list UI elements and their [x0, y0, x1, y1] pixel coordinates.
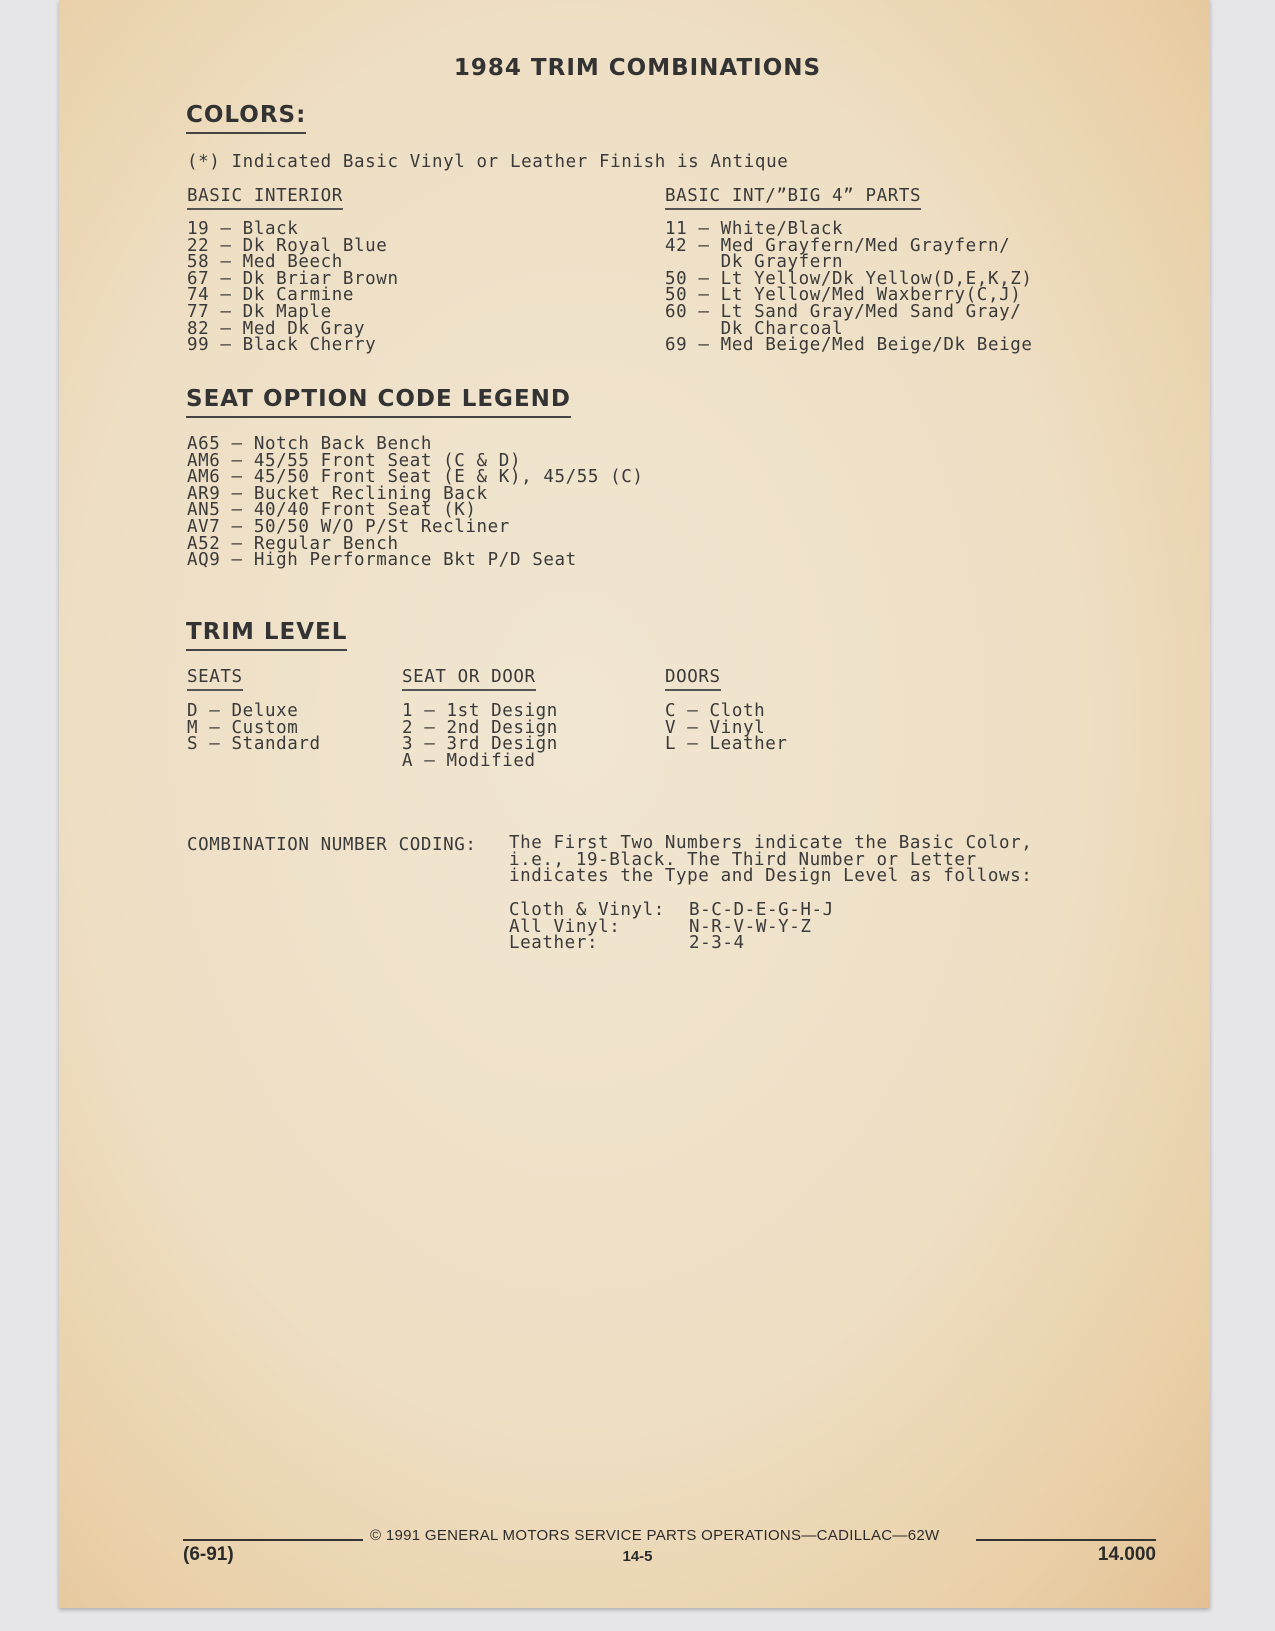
list-item: AN5 – 40/40 Front Seat (K): [187, 500, 477, 521]
seats-header: SEATS: [187, 667, 243, 691]
list-item: 11 – White/Black: [665, 219, 844, 239]
list-item: AM6 – 45/55 Front Seat (C & D): [187, 450, 522, 471]
code-value: 2-3-4: [689, 933, 745, 954]
basic-interior-list: [187, 221, 399, 354]
footer-rule-right: [976, 1539, 1156, 1541]
big4-parts-list: [665, 221, 1032, 354]
list-item: AR9 – Bucket Reclining Back: [187, 483, 488, 504]
list-item: A65 – Notch Back Bench: [187, 434, 432, 454]
list-item: M – Custom: [187, 717, 299, 738]
list-item: 50 – Lt Yellow/Dk Yellow(D,E,K,Z): [665, 268, 1033, 289]
text-line: indicates the Type and Design Level as follows:: [509, 866, 1033, 887]
list-item: 50 – Lt Yellow/Med Waxberry(C,J): [665, 285, 1022, 306]
list-item: D – Deluxe: [187, 701, 299, 721]
combination-description: [509, 835, 1032, 885]
list-item: 67 – Dk Briar Brown: [187, 268, 399, 289]
list-item: L – Leather: [665, 734, 788, 755]
list-item: A – Modified: [402, 750, 536, 771]
list-item: 74 – Dk Carmine: [187, 285, 355, 306]
list-item: 19 – Black: [187, 219, 299, 239]
footer-copyright: © 1991 GENERAL MOTORS SERVICE PARTS OPERATIONS—CADILLAC—62W: [370, 1527, 940, 1544]
code-value: N-R-V-W-Y-Z: [689, 916, 812, 937]
list-item: S – Standard: [187, 734, 321, 755]
seat-legend-list: [187, 436, 644, 569]
list-item: AM6 – 45/50 Front Seat (E & K), 45/55 (C): [187, 467, 644, 488]
seats-list: [187, 703, 321, 753]
seat-or-door-list: [402, 703, 558, 769]
code-name: Leather:: [509, 933, 599, 954]
text-line: i.e., 19-Black. The Third Number or Letter: [509, 849, 977, 870]
combination-code-values: [689, 902, 834, 952]
combination-code-names: [509, 902, 665, 952]
seat-legend-heading: SEAT OPTION CODE LEGEND: [186, 386, 571, 418]
list-item: 82 – Med Dk Gray: [187, 318, 366, 339]
list-item: V – Vinyl: [665, 717, 766, 738]
page-title: 1984 TRIM COMBINATIONS: [453, 55, 822, 81]
antique-note: (*) Indicated Basic Vinyl or Leather Finish is Antique: [187, 152, 789, 172]
list-item: C – Cloth: [665, 701, 766, 721]
list-item: 60 – Lt Sand Gray/Med Sand Gray/: [665, 301, 1022, 322]
big4-parts-header: BASIC INT/”BIG 4” PARTS: [665, 186, 921, 210]
list-item: Dk Charcoal: [665, 318, 844, 339]
list-item: AQ9 – High Performance Bkt P/D Seat: [187, 550, 577, 571]
list-item: 69 – Med Beige/Med Beige/Dk Beige: [665, 335, 1033, 356]
list-item: A52 – Regular Bench: [187, 533, 399, 554]
list-item: 3 – 3rd Design: [402, 734, 558, 755]
footer-date-code: (6-91): [183, 1544, 234, 1565]
list-item: 22 – Dk Royal Blue: [187, 235, 388, 256]
footer-section-number: 14.000: [1097, 1544, 1156, 1565]
combination-label: COMBINATION NUMBER CODING:: [187, 835, 477, 855]
colors-heading: COLORS:: [186, 102, 306, 134]
doors-header: DOORS: [665, 667, 721, 691]
list-item: AV7 – 50/50 W/O P/St Recliner: [187, 516, 510, 537]
list-item: Dk Grayfern: [665, 252, 844, 273]
list-item: 58 – Med Beech: [187, 252, 343, 273]
trim-level-heading: TRIM LEVEL: [186, 619, 347, 651]
list-item: 77 – Dk Maple: [187, 301, 332, 322]
footer-page-number: 14-5: [622, 1548, 653, 1565]
list-item: 2 – 2nd Design: [402, 717, 558, 738]
code-name: Cloth & Vinyl:: [509, 900, 665, 920]
list-item: 1 – 1st Design: [402, 701, 558, 721]
list-item: 42 – Med Grayfern/Med Grayfern/: [665, 235, 1011, 256]
basic-interior-header: BASIC INTERIOR: [187, 186, 343, 210]
code-name: All Vinyl:: [509, 916, 621, 937]
text-line: The First Two Numbers indicate the Basic Color,: [509, 833, 1033, 853]
list-item: 99 – Black Cherry: [187, 335, 377, 356]
code-value: B-C-D-E-G-H-J: [689, 900, 834, 920]
footer-rule-left: [183, 1539, 363, 1541]
seat-or-door-header: SEAT OR DOOR: [402, 667, 536, 691]
doors-list: [665, 703, 788, 753]
